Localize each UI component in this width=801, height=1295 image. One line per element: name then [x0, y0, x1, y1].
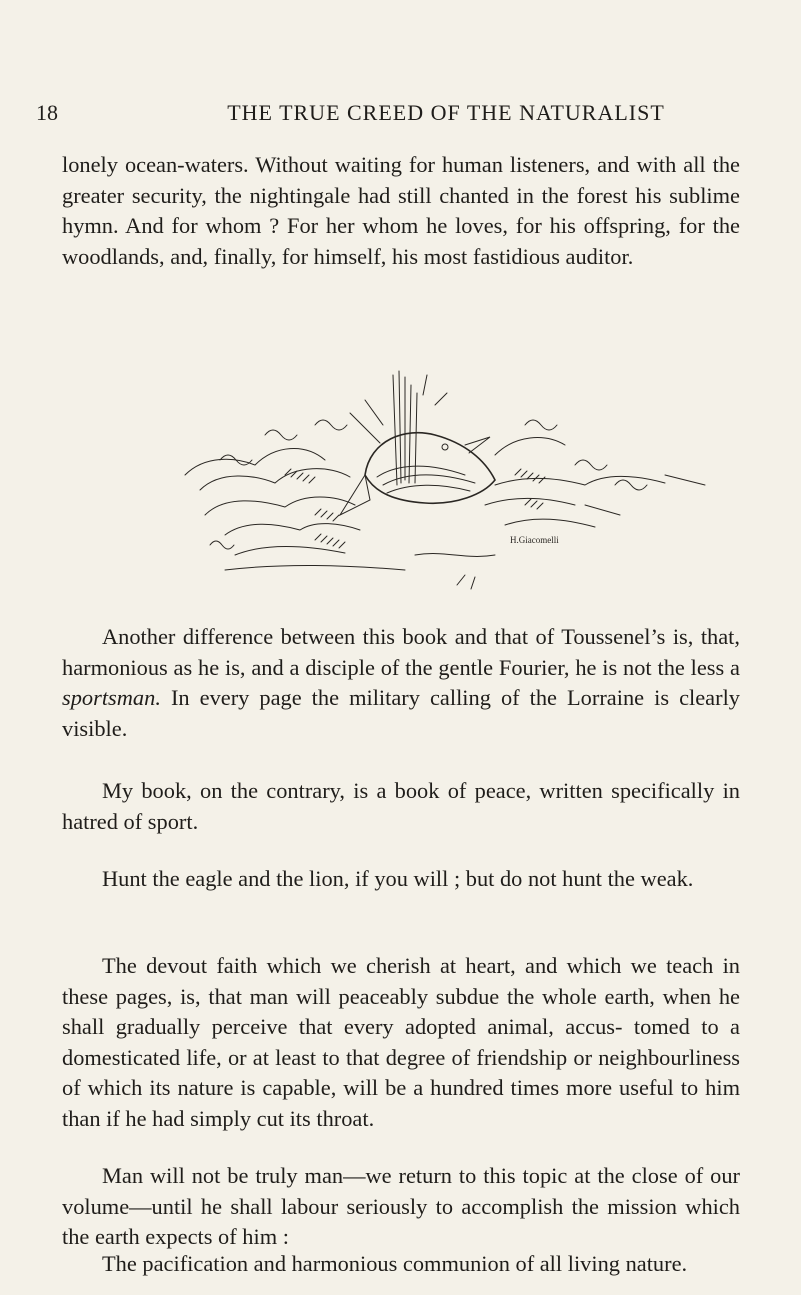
paragraph-toussenel — [62, 622, 740, 744]
running-title: THE TRUE CREED OF THE NATURALIST — [227, 100, 665, 125]
paragraph-hunt-the-eagle: Hunt the eagle and the lion, if you will ; but do not hunt the weak. — [102, 866, 694, 891]
engraver-signature: H.Giacomelli — [510, 535, 559, 545]
p2-italic-word: sportsman. — [62, 685, 161, 710]
p2-text-start: Another difference between this book and that of Toussenel’s is, that, harmonious as he is, and a disciple of the gentle Fourier, he is not the less a — [62, 624, 740, 680]
paragraph-continuation: lonely ocean-waters. Without waiting for human listeners, and with all the greater security, the nightingale had still chanted in the forest his sublime hymn. And for whom ? For her whom he loves, for his offspring, for the woodlands, and, finally, for himself, his most fastidious auditor. — [62, 152, 740, 269]
paragraph-pacification: The pacification and harmonious communion of all living nature. — [102, 1251, 688, 1276]
page-number: 18 — [36, 100, 58, 125]
p2-text-end: In every page the military calling of the Lorraine is clearly visible. — [62, 685, 740, 741]
running-head — [36, 100, 776, 130]
paragraph-man-will-not: Man will not be truly man—we return to this topic at the close of our volume—until he shall labour seriously to accomplish the mission which the earth expects of him : — [62, 1163, 740, 1249]
paragraph-book-of-peace: My book, on the contrary, is a book of peace, written specifically in hatred of sport. — [62, 778, 740, 834]
paragraph-devout-faith: The devout faith which we cherish at heart, and which we teach in these pages, is, that man will peaceably subdue the whole earth, when he shall gradually perceive that every adopted animal, accus- tomed to a domesticated life, or at least to that degree of friendship or neighbourliness of which its nature is capable, will be a hundred times more useful to him than if he had simply cut its throat. — [62, 953, 740, 1131]
nightingale-engraving — [165, 365, 725, 600]
